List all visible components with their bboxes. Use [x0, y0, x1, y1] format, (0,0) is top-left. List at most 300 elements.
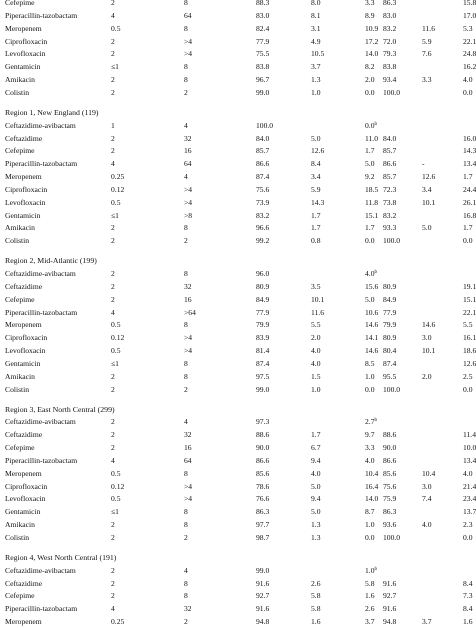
mic90-cell: 32: [184, 430, 192, 440]
clsi-susceptible-cell: 80.9: [256, 281, 270, 291]
eucast-susceptible-cell: 83.2: [383, 210, 397, 220]
clsi-intermediate-cell: 8.0: [311, 0, 321, 7]
clsi-resistant-cell: 3.3: [365, 443, 375, 453]
eucast-resistant-cell: 16.0: [463, 133, 476, 143]
clsi-intermediate-cell: 9.4: [311, 494, 321, 504]
table-row: [0, 532, 474, 544]
mic50-cell: 2: [111, 269, 115, 278]
drug-name-cell: Colistin: [5, 533, 30, 542]
table-row: [0, 222, 474, 234]
drug-name-cell: Gentamicin: [5, 210, 41, 220]
eucast-susceptible-cell: 72.0: [383, 36, 397, 46]
mic90-cell: 8: [184, 62, 188, 72]
mic50-cell: 0.12: [111, 184, 125, 194]
clsi-susceptible-cell: 88.6: [256, 430, 270, 440]
clsi-resistant-cell: 10.6: [365, 307, 379, 317]
clsi-susceptible-cell: 87.4: [256, 172, 270, 182]
clsi-resistant-cell: 8.2: [365, 62, 375, 72]
clsi-resistant-cell: 3.3: [365, 0, 375, 7]
clsi-intermediate-cell: 3.4: [311, 172, 321, 182]
table-row: [0, 603, 474, 615]
clsi-susceptible-cell: 82.4: [256, 23, 270, 33]
eucast-intermediate-cell: 5.9: [422, 36, 432, 46]
eucast-susceptible-cell: 72.3: [383, 184, 397, 194]
clsi-resistant-cell: 11.8: [365, 197, 379, 207]
clsi-susceptible-cell: 96.7: [256, 75, 270, 85]
clsi-resistant-cell: 5.8: [365, 578, 375, 588]
clsi-intermediate-cell: 1.0: [311, 384, 321, 394]
table-row: [0, 429, 474, 441]
eucast-intermediate-cell: 10.1: [422, 197, 436, 207]
mic90-cell: 8: [184, 75, 188, 85]
eucast-susceptible-cell: 79.9: [383, 320, 397, 330]
eucast-resistant-cell: 22.1: [463, 36, 476, 46]
clsi-intermediate-cell: 5.8: [311, 604, 321, 614]
eucast-susceptible-cell: 80.9: [383, 281, 397, 291]
mic90-cell: 64: [184, 455, 192, 465]
eucast-resistant-cell: 4.0: [463, 75, 473, 85]
clsi-resistant-cell: 8.7: [365, 507, 375, 517]
mic50-cell: 4: [111, 604, 115, 614]
mic50-cell: 2: [111, 430, 115, 440]
mic90-cell: 2: [184, 87, 188, 97]
mic90-cell: 16: [184, 146, 192, 156]
eucast-resistant-cell: 15.8: [463, 0, 476, 7]
mic50-cell: 2: [111, 384, 115, 394]
eucast-resistant-cell: 18.6: [463, 346, 476, 356]
mic90-cell: >4: [184, 333, 193, 343]
clsi-intermediate-cell: 1.0: [311, 87, 321, 97]
clsi-susceptible-cell: 85.7: [256, 146, 270, 156]
eucast-susceptible-cell: 92.7: [383, 591, 397, 601]
mic90-cell: >4: [184, 494, 193, 504]
clsi-intermediate-cell: 1.7: [311, 430, 321, 440]
mic50-cell: 0.5: [111, 23, 121, 33]
clsi-susceptible-cell: 99.0: [256, 384, 270, 394]
eucast-susceptible-cell: 80.9: [383, 333, 397, 343]
drug-name-cell: Meropenem: [5, 617, 42, 627]
mic90-cell: 32: [184, 604, 192, 614]
clsi-susceptible-cell: 85.6: [256, 468, 270, 478]
drug-name-cell: Cefepime: [5, 591, 35, 601]
mic50-cell: 4: [111, 307, 115, 317]
table-row: [0, 120, 474, 132]
clsi-resistant-cell: 3.7: [365, 617, 375, 627]
table-row: [0, 133, 474, 145]
table-row: [0, 616, 474, 628]
mic90-cell: >4: [184, 197, 193, 207]
clsi-resistant-cell: 17.2: [365, 36, 379, 46]
clsi-intermediate-cell: 12.6: [311, 146, 325, 156]
mic90-cell: >4: [184, 481, 193, 491]
drug-name-cell: Gentamicin: [5, 507, 41, 517]
clsi-resistant-cell: 1.6: [365, 591, 375, 601]
clsi-resistant-cell: 9.2: [365, 172, 375, 182]
clsi-intermediate-cell: 1.7: [311, 210, 321, 220]
mic50-cell: 2: [111, 146, 115, 156]
clsi-intermediate-cell: 5.0: [311, 507, 321, 517]
drug-name-cell: Cefepime: [5, 443, 35, 453]
clsi-intermediate-cell: 4.0: [311, 468, 321, 478]
eucast-susceptible-cell: 86.3: [383, 507, 397, 517]
mic50-cell: 2: [111, 87, 115, 97]
eucast-susceptible-cell: 100.0: [383, 236, 401, 246]
mic50-cell: 2: [111, 443, 115, 453]
eucast-resistant-cell: 5.3: [463, 23, 473, 33]
clsi-susceptible-cell: 83.2: [256, 210, 270, 220]
clsi-intermediate-cell: 8.1: [311, 10, 321, 20]
eucast-intermediate-cell: 5.0: [422, 223, 432, 233]
mic90-cell: 2: [184, 384, 188, 394]
mic50-cell: 2: [111, 281, 115, 291]
table-row: [0, 442, 474, 454]
mic50-cell: 0.5: [111, 346, 121, 356]
region-title: Region 4, West North Central (191): [5, 552, 117, 562]
table-row: [0, 565, 474, 577]
eucast-resistant-cell: 1.7: [463, 223, 473, 233]
eucast-intermediate-cell: 3.0: [422, 333, 432, 343]
clsi-intermediate-cell: 1.5: [311, 371, 321, 381]
eucast-susceptible-cell: 90.0: [383, 443, 397, 453]
mic90-cell: 8: [184, 578, 188, 588]
eucast-resistant-cell: 1.7: [463, 172, 473, 182]
drug-name-cell: Levofloxacin: [5, 346, 46, 356]
clsi-resistant-cell: 15.1: [365, 210, 379, 220]
mic90-cell: 2: [184, 617, 188, 627]
mic50-cell: 2: [111, 294, 115, 304]
eucast-intermediate-cell: 7.4: [422, 494, 432, 504]
clsi-intermediate-cell: 1.3: [311, 75, 321, 85]
region-title: Region 3, East North Central (299): [5, 404, 115, 414]
mic90-cell: 8: [184, 358, 188, 368]
eucast-susceptible-cell: 80.4: [383, 346, 397, 356]
clsi-resistant-cell: 11.0: [365, 133, 379, 143]
clsi-intermediate-cell: 14.3: [311, 197, 325, 207]
eucast-intermediate-cell: 3.0: [422, 481, 432, 491]
clsi-intermediate-cell: 10.1: [311, 294, 325, 304]
eucast-resistant-cell: 11.4: [463, 430, 476, 440]
mic50-cell: 0.5: [111, 494, 121, 504]
mic50-cell: 0.12: [111, 333, 125, 343]
eucast-intermediate-cell: 10.4: [422, 468, 436, 478]
mic90-cell: 8: [184, 520, 188, 530]
eucast-resistant-cell: 10.0: [463, 443, 476, 453]
eucast-susceptible-cell: 100.0: [383, 87, 401, 97]
clsi-susceptible-cell: 92.7: [256, 591, 270, 601]
mic90-cell: 4: [184, 417, 188, 427]
eucast-susceptible-cell: 93.4: [383, 75, 397, 85]
clsi-intermediate-cell: 1.7: [311, 223, 321, 233]
drug-name-cell: Ceftazidime: [5, 430, 43, 440]
eucast-resistant-cell: 4.0: [463, 468, 473, 478]
mic90-cell: 8: [184, 0, 188, 7]
clsi-resistant-cell: 2.7$^b$: [365, 417, 377, 427]
eucast-resistant-cell: 24.4: [463, 184, 476, 194]
clsi-susceptible-cell: 91.6: [256, 604, 270, 614]
clsi-resistant-cell: 14.6: [365, 320, 379, 330]
clsi-resistant-cell: 9.7: [365, 430, 375, 440]
eucast-resistant-cell: 2.3: [463, 520, 473, 530]
mic50-cell: 4: [111, 455, 115, 465]
drug-name-cell: Piperacillin-tazobactam: [5, 10, 78, 20]
clsi-susceptible-cell: 79.9: [256, 320, 270, 330]
eucast-resistant-cell: 0.0: [463, 236, 473, 246]
eucast-susceptible-cell: 73.8: [383, 197, 397, 207]
eucast-resistant-cell: 15.1: [463, 294, 476, 304]
clsi-susceptible-cell: 76.6: [256, 494, 270, 504]
eucast-resistant-cell: 24.8: [463, 49, 476, 59]
drug-name-cell: Amikacin: [5, 223, 35, 233]
eucast-intermediate-cell: -: [422, 159, 425, 169]
clsi-susceptible-cell: 97.5: [256, 371, 270, 381]
table-row: [0, 48, 474, 60]
clsi-susceptible-cell: 75.6: [256, 184, 270, 194]
drug-name-cell: Cefepime: [5, 146, 35, 156]
mic90-cell: >4: [184, 36, 193, 46]
mic50-cell: 2: [111, 578, 115, 588]
eucast-susceptible-cell: 91.6: [383, 578, 397, 588]
mic90-cell: 8: [184, 468, 188, 478]
clsi-intermediate-cell: 3.1: [311, 23, 321, 33]
table-row: [0, 184, 474, 196]
clsi-resistant-cell: 14.6: [365, 346, 379, 356]
mic90-cell: 8: [184, 223, 188, 233]
eucast-resistant-cell: 8.4: [463, 604, 473, 614]
mic90-cell: 4: [184, 565, 188, 575]
clsi-susceptible-cell: 90.0: [256, 443, 270, 453]
clsi-susceptible-cell: 87.4: [256, 358, 270, 368]
eucast-resistant-cell: 13.4: [463, 159, 476, 169]
mic90-cell: >4: [184, 346, 193, 356]
eucast-intermediate-cell: 14.6: [422, 320, 436, 330]
clsi-susceptible-cell: 84.0: [256, 133, 270, 143]
clsi-susceptible-cell: 99.0: [256, 87, 270, 97]
eucast-resistant-cell: 5.5: [463, 320, 473, 330]
mic90-cell: >4: [184, 184, 193, 194]
drug-name-cell: Gentamicin: [5, 62, 41, 72]
mic50-cell: 2: [111, 75, 115, 85]
eucast-susceptible-cell: 75.9: [383, 494, 397, 504]
eucast-resistant-cell: 13.4: [463, 455, 476, 465]
drug-name-cell: Ceftazidime-avibactam: [5, 269, 76, 278]
eucast-intermediate-cell: 3.3: [422, 75, 432, 85]
eucast-susceptible-cell: 84.0: [383, 133, 397, 143]
clsi-resistant-cell: 15.6: [365, 281, 379, 291]
eucast-resistant-cell: 1.6: [463, 617, 473, 627]
region-title: Region 1, New England (119): [5, 107, 99, 117]
eucast-susceptible-cell: 83.8: [383, 62, 397, 72]
drug-name-cell: Colistin: [5, 384, 30, 394]
mic50-cell: 4: [111, 159, 115, 169]
drug-name-cell: Meropenem: [5, 172, 42, 182]
drug-name-cell: Ceftazidime: [5, 133, 43, 143]
drug-name-cell: Colistin: [5, 87, 30, 97]
table-row: [0, 210, 474, 222]
clsi-susceptible-cell: 86.6: [256, 455, 270, 465]
clsi-susceptible-cell: 75.5: [256, 49, 270, 59]
mic50-cell: ≤1: [111, 62, 119, 72]
clsi-susceptible-cell: 96.6: [256, 223, 270, 233]
clsi-susceptible-cell: 97.7: [256, 520, 270, 530]
clsi-intermediate-cell: 5.5: [311, 320, 321, 330]
eucast-resistant-cell: 7.3: [463, 591, 473, 601]
clsi-resistant-cell: 0.0$^b$: [365, 120, 377, 130]
eucast-resistant-cell: 0.0: [463, 533, 473, 542]
eucast-susceptible-cell: 86.6: [383, 455, 397, 465]
mic90-cell: 8: [184, 507, 188, 517]
clsi-resistant-cell: 4.0: [365, 455, 375, 465]
eucast-resistant-cell: 21.4: [463, 481, 476, 491]
clsi-susceptible-cell: 84.9: [256, 294, 270, 304]
clsi-intermediate-cell: 1.3: [311, 520, 321, 530]
mic90-cell: 16: [184, 443, 192, 453]
table-row: [0, 10, 474, 22]
clsi-susceptible-cell: 98.7: [256, 533, 270, 542]
eucast-susceptible-cell: 100.0: [383, 384, 401, 394]
mic90-cell: >4: [184, 49, 193, 59]
mic50-cell: 2: [111, 236, 115, 246]
mic90-cell: >8: [184, 210, 193, 220]
drug-name-cell: Ceftazidime: [5, 281, 43, 291]
eucast-resistant-cell: 0.0: [463, 87, 473, 97]
clsi-resistant-cell: 2.6: [365, 604, 375, 614]
table-row: [0, 319, 474, 331]
drug-name-cell: Ceftazidime: [5, 578, 43, 588]
clsi-resistant-cell: 0.0: [365, 384, 375, 394]
eucast-resistant-cell: 13.7: [463, 507, 476, 517]
clsi-intermediate-cell: 4.9: [311, 36, 321, 46]
drug-name-cell: Meropenem: [5, 320, 42, 330]
eucast-susceptible-cell: 75.6: [383, 481, 397, 491]
clsi-resistant-cell: 5.0: [365, 159, 375, 169]
table-row: [0, 145, 474, 157]
clsi-resistant-cell: 1.7: [365, 223, 375, 233]
clsi-susceptible-cell: 88.3: [256, 0, 270, 7]
eucast-resistant-cell: 16.8: [463, 210, 476, 220]
drug-name-cell: Ciprofloxacin: [5, 333, 48, 343]
clsi-susceptible-cell: 97.3: [256, 417, 270, 427]
mic90-cell: 8: [184, 320, 188, 330]
eucast-intermediate-cell: 7.6: [422, 49, 432, 59]
eucast-susceptible-cell: 77.9: [383, 307, 397, 317]
clsi-resistant-cell: 16.4: [365, 481, 379, 491]
table-row: [0, 578, 474, 590]
drug-name-cell: Levofloxacin: [5, 494, 46, 504]
clsi-susceptible-cell: 86.3: [256, 507, 270, 517]
eucast-resistant-cell: 17.0: [463, 10, 476, 20]
table-row: [0, 36, 474, 48]
drug-name-cell: Piperacillin-tazobactam: [5, 159, 78, 169]
eucast-intermediate-cell: 3.7: [422, 617, 432, 627]
mic90-cell: 32: [184, 133, 192, 143]
table-row: [0, 87, 474, 99]
clsi-resistant-cell: 14.0: [365, 49, 379, 59]
clsi-intermediate-cell: 8.4: [311, 159, 321, 169]
clsi-resistant-cell: 14.0: [365, 494, 379, 504]
mic90-cell: 16: [184, 294, 192, 304]
mic90-cell: 64: [184, 159, 192, 169]
mic90-cell: 2: [184, 236, 188, 246]
mic50-cell: 0.5: [111, 468, 121, 478]
table-row: [0, 158, 474, 170]
clsi-susceptible-cell: 91.6: [256, 578, 270, 588]
region-title: Region 2, Mid-Atlantic (199): [5, 256, 97, 266]
clsi-susceptible-cell: 83.0: [256, 10, 270, 20]
clsi-susceptible-cell: 83.8: [256, 62, 270, 72]
eucast-susceptible-cell: 91.6: [383, 604, 397, 614]
table-row: [0, 0, 474, 9]
eucast-susceptible-cell: 85.6: [383, 468, 397, 478]
mic90-cell: 64: [184, 10, 192, 20]
mic50-cell: 0.12: [111, 481, 125, 491]
clsi-resistant-cell: 0.0: [365, 87, 375, 97]
clsi-intermediate-cell: 3.5: [311, 281, 321, 291]
mic50-cell: 2: [111, 0, 115, 7]
mic90-cell: >64: [184, 307, 196, 317]
clsi-intermediate-cell: 11.6: [311, 307, 325, 317]
clsi-susceptible-cell: 86.6: [256, 159, 270, 169]
table-row: [0, 468, 474, 480]
clsi-susceptible-cell: 81.4: [256, 346, 270, 356]
clsi-susceptible-cell: 99.2: [256, 236, 270, 246]
clsi-intermediate-cell: 10.5: [311, 49, 325, 59]
eucast-resistant-cell: 23.4: [463, 494, 476, 504]
clsi-susceptible-cell: 94.8: [256, 617, 270, 627]
table-row: [0, 235, 474, 247]
mic90-cell: 8: [184, 371, 188, 381]
clsi-intermediate-cell: 6.7: [311, 443, 321, 453]
table-row: [0, 307, 474, 319]
eucast-susceptible-cell: 84.9: [383, 294, 397, 304]
eucast-susceptible-cell: 94.8: [383, 617, 397, 627]
mic90-cell: 8: [184, 591, 188, 601]
eucast-susceptible-cell: 95.5: [383, 371, 397, 381]
table-row: [0, 23, 474, 35]
drug-name-cell: Meropenem: [5, 468, 42, 478]
eucast-intermediate-cell: 3.4: [422, 184, 432, 194]
drug-name-cell: Piperacillin-tazobactam: [5, 455, 78, 465]
eucast-resistant-cell: 12.6: [463, 358, 476, 368]
clsi-susceptible-cell: 78.6: [256, 481, 270, 491]
mic50-cell: 2: [111, 533, 115, 542]
table-row: [0, 171, 474, 183]
mic50-cell: 2: [111, 36, 115, 46]
eucast-resistant-cell: 8.4: [463, 578, 473, 588]
eucast-susceptible-cell: 93.6: [383, 520, 397, 530]
eucast-resistant-cell: 19.1: [463, 281, 476, 291]
mic50-cell: ≤1: [111, 210, 119, 220]
mic50-cell: ≤1: [111, 507, 119, 517]
mic50-cell: 0.25: [111, 172, 125, 182]
clsi-intermediate-cell: 2.6: [311, 578, 321, 588]
eucast-susceptible-cell: 86.3: [383, 0, 397, 7]
mic50-cell: 2: [111, 520, 115, 530]
clsi-resistant-cell: 10.4: [365, 468, 379, 478]
mic50-cell: 2: [111, 591, 115, 601]
clsi-resistant-cell: 1.0$^b$: [365, 565, 377, 575]
drug-name-cell: Ciprofloxacin: [5, 481, 48, 491]
mic90-cell: 32: [184, 281, 192, 291]
drug-name-cell: Ceftazidime-avibactam: [5, 417, 76, 427]
eucast-susceptible-cell: 88.6: [383, 430, 397, 440]
mic50-cell: 2: [111, 223, 115, 233]
clsi-intermediate-cell: 4.0: [311, 358, 321, 368]
clsi-susceptible-cell: 100.0: [256, 120, 274, 130]
table-row: [0, 371, 474, 383]
mic50-cell: 0.25: [111, 617, 125, 627]
eucast-susceptible-cell: 83.2: [383, 23, 397, 33]
clsi-resistant-cell: 4.0$^b$: [365, 269, 377, 278]
